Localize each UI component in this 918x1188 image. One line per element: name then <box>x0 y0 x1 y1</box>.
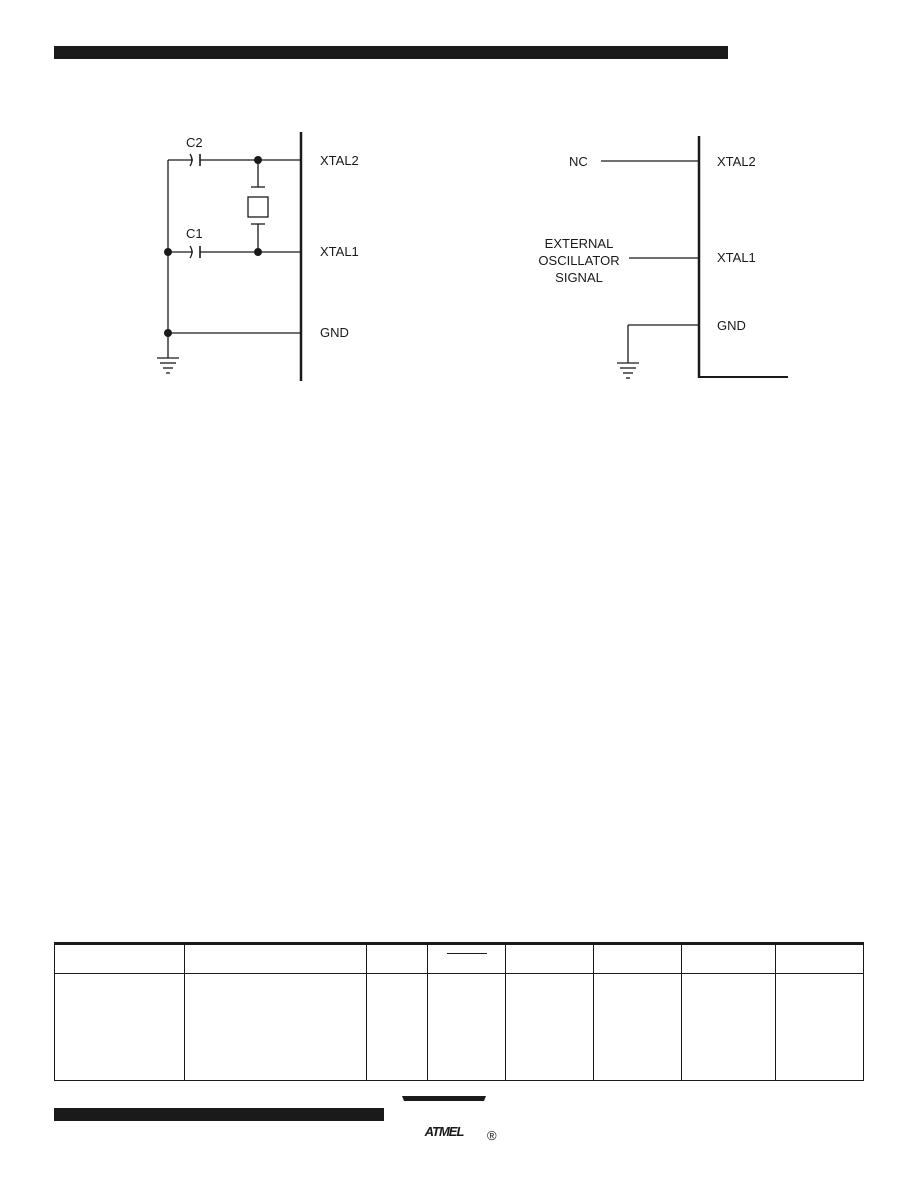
gnd-label-left: GND <box>320 325 349 340</box>
logo-wordmark: ATMEL <box>424 1124 464 1139</box>
ext-osc-label-line2: OSCILLATOR <box>538 253 620 268</box>
logo-top-swoosh <box>402 1096 486 1101</box>
xtal2-label-left: XTAL2 <box>320 153 359 168</box>
table-column-divider <box>593 945 594 1080</box>
table-column-divider <box>366 945 367 1080</box>
table-column-divider <box>184 945 185 1080</box>
junction-dots <box>164 156 262 337</box>
c2-label: C2 <box>186 135 203 150</box>
table-column-divider <box>775 945 776 1080</box>
atmel-logo <box>394 1092 497 1143</box>
ext-osc-label-line3: SIGNAL <box>555 270 603 285</box>
junction-dot <box>164 248 172 256</box>
empty-table <box>54 942 864 1081</box>
oscillator-connection-diagrams <box>0 0 918 420</box>
xtal1-label-right: XTAL1 <box>717 250 756 265</box>
xtal2-label-right: XTAL2 <box>717 154 756 169</box>
c1-label: C1 <box>186 226 203 241</box>
gnd-label-right: GND <box>717 318 746 333</box>
table-column-divider <box>505 945 506 1080</box>
header-overline <box>447 953 487 954</box>
logo-registered-mark: ® <box>487 1128 497 1143</box>
nc-label: NC <box>569 154 588 169</box>
xtal1-label-left: XTAL1 <box>320 244 359 259</box>
crystal-body <box>248 197 268 217</box>
junction-dot <box>254 156 262 164</box>
table-column-divider <box>681 945 682 1080</box>
footer-bar <box>54 1108 384 1121</box>
junction-dot <box>164 329 172 337</box>
crystal-oscillator-circuit <box>157 132 301 381</box>
table-column-divider <box>427 945 428 1080</box>
junction-dot <box>254 248 262 256</box>
ext-osc-label-line1: EXTERNAL <box>544 236 614 251</box>
table-header-row <box>55 945 863 974</box>
external-oscillator-circuit <box>601 136 788 378</box>
